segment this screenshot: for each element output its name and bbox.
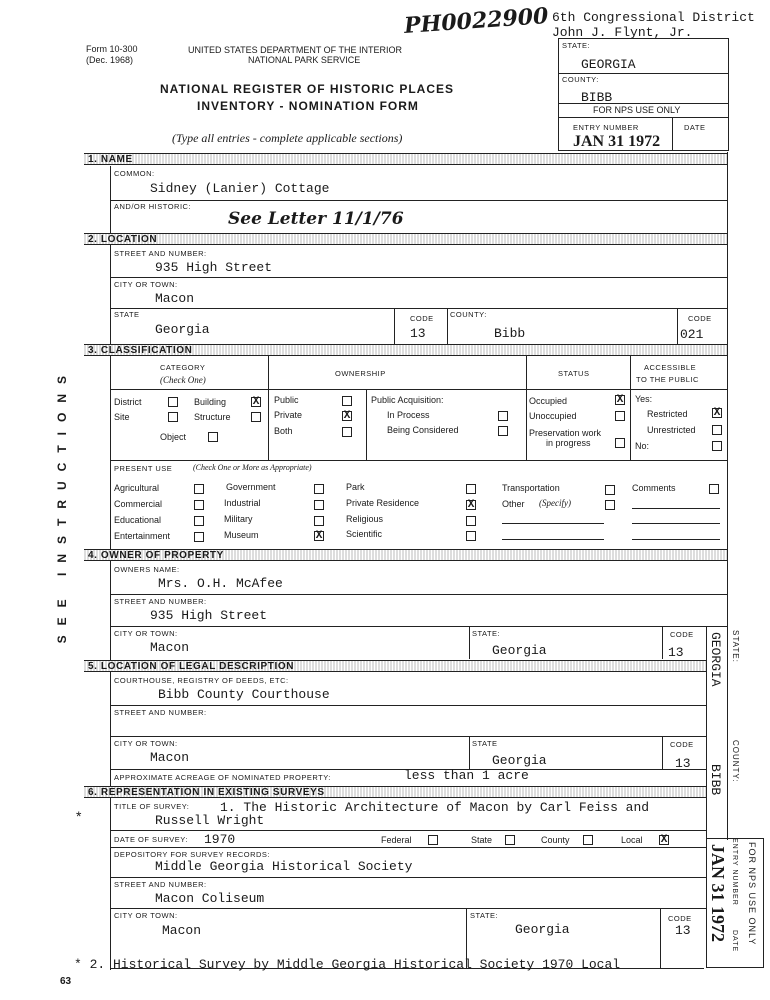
occupied-checkbox[interactable]: X: [616, 394, 624, 406]
private-residence-checkbox[interactable]: X: [467, 499, 475, 511]
strip-entry-label: ENTRY NUMBER: [731, 838, 738, 906]
educational-checkbox[interactable]: [194, 516, 204, 526]
building-checkbox[interactable]: X: [252, 396, 260, 408]
owner-city: Macon: [150, 640, 190, 655]
form-title-1: NATIONAL REGISTER OF HISTORIC PLACES: [160, 82, 455, 96]
owner-state: Georgia: [492, 643, 547, 658]
depository-street: Macon Coliseum: [155, 891, 265, 906]
own-private: Private: [274, 410, 303, 420]
access-no: No:: [635, 441, 650, 451]
to-public-header: TO THE PUBLIC: [636, 375, 699, 384]
commercial-checkbox[interactable]: [194, 500, 204, 510]
legal-code-label: CODE: [670, 740, 694, 749]
cat-building: Building: [194, 397, 227, 407]
depository-city: Macon: [162, 923, 202, 938]
access-yes: Yes:: [635, 394, 653, 404]
owner-street-label: STREET AND NUMBER:: [114, 597, 207, 606]
cat-district: District: [114, 397, 142, 407]
form-date: (Dec. 1968): [86, 55, 134, 65]
no-checkbox[interactable]: [712, 441, 722, 451]
courthouse-name: Bibb County Courthouse: [158, 687, 330, 702]
use-transportation: Transportation: [502, 483, 560, 493]
historic-handwritten-note: See Letter 11/1/76: [228, 209, 404, 229]
private-checkbox[interactable]: X: [343, 410, 351, 422]
section-name: 1. NAME: [84, 153, 727, 165]
depository-label: DEPOSITORY FOR SURVEY RECORDS:: [114, 850, 271, 859]
use-military: Military: [224, 514, 253, 524]
transportation-checkbox[interactable]: [605, 485, 615, 495]
present-use-note: (Check One or More as Appropriate): [193, 463, 312, 472]
section-location: 2. LOCATION: [84, 233, 727, 245]
location-state: Georgia: [155, 322, 210, 337]
county-survey-checkbox[interactable]: [583, 835, 593, 845]
scientific-checkbox[interactable]: [466, 531, 476, 541]
state-label-2: STATE: [114, 310, 140, 319]
use-agricultural: Agricultural: [114, 483, 160, 493]
depository-state-label: STATE:: [470, 911, 499, 920]
strip-state-label: STATE:: [731, 630, 740, 663]
industrial-checkbox[interactable]: [314, 500, 324, 510]
entertainment-checkbox[interactable]: [194, 532, 204, 542]
survey-date: 1970: [204, 832, 236, 847]
acreage-value: less than 1 acre: [404, 768, 529, 783]
district-checkbox[interactable]: [168, 397, 178, 407]
unrestricted-checkbox[interactable]: [712, 425, 722, 435]
status-header: STATUS: [558, 369, 590, 378]
museum-checkbox[interactable]: X: [315, 530, 323, 542]
access-unrestricted: Unrestricted: [647, 425, 696, 435]
acreage-label: APPROXIMATE ACREAGE OF NOMINATED PROPERTY:: [114, 773, 331, 782]
restricted-checkbox[interactable]: X: [713, 407, 721, 419]
state-survey-checkbox[interactable]: [505, 835, 515, 845]
in-process-checkbox[interactable]: [498, 411, 508, 421]
owner-code-label: CODE: [670, 630, 694, 639]
courthouse-label: COURTHOUSE, REGISTRY OF DEEDS, ETC:: [114, 676, 289, 685]
use-museum: Museum: [224, 530, 259, 540]
legal-city-label: CITY OR TOWN:: [114, 739, 178, 748]
county-label: COUNTY:: [562, 75, 599, 84]
depository-name: Middle Georgia Historical Society: [155, 859, 413, 874]
structure-checkbox[interactable]: [251, 412, 261, 422]
survey-county: County: [541, 835, 570, 845]
section-owner: 4. OWNER OF PROPERTY: [84, 549, 727, 561]
cat-structure: Structure: [194, 412, 231, 422]
survey-local: Local: [621, 835, 643, 845]
use-scientific: Scientific: [346, 529, 383, 539]
section-surveys: 6. REPRESENTATION IN EXISTING SURVEYS: [84, 786, 706, 798]
other-checkbox[interactable]: [605, 500, 615, 510]
dept-name: UNITED STATES DEPARTMENT OF THE INTERIOR: [188, 45, 403, 55]
owner-name: Mrs. O.H. McAfee: [158, 576, 283, 591]
use-educational: Educational: [114, 515, 162, 525]
legal-city: Macon: [150, 750, 190, 765]
own-both: Both: [274, 426, 293, 436]
section-classification: 3. CLASSIFICATION: [84, 344, 727, 356]
strip-state: GEORGIA: [708, 632, 723, 687]
cat-site: Site: [114, 412, 130, 422]
site-checkbox[interactable]: [168, 412, 178, 422]
category-header: CATEGORY: [160, 363, 206, 372]
agricultural-checkbox[interactable]: [194, 484, 204, 494]
historic-label: AND/OR HISTORIC:: [114, 202, 192, 211]
congress-line1: 6th Congressional District: [552, 10, 755, 25]
use-specify: (Specify): [539, 498, 571, 508]
being-considered-checkbox[interactable]: [498, 426, 508, 436]
use-comments: Comments: [632, 483, 676, 493]
owner-state-label: STATE:: [472, 629, 501, 638]
owner-label: OWNERS NAME:: [114, 565, 180, 574]
entry-label: ENTRY NUMBER: [573, 123, 639, 132]
use-commercial: Commercial: [114, 499, 163, 509]
military-checkbox[interactable]: [314, 516, 324, 526]
county-label-2: COUNTY:: [450, 310, 487, 319]
strip-county: BIBB: [708, 764, 723, 796]
code-label: CODE: [410, 314, 434, 323]
use-government: Government: [226, 482, 276, 492]
survey-state: State: [471, 835, 493, 845]
location-county: Bibb: [494, 326, 526, 341]
owner-code: 13: [668, 645, 684, 660]
form-number: Form 10-300: [86, 44, 138, 54]
legal-street-label: STREET AND NUMBER:: [114, 708, 207, 717]
check-one: (Check One): [160, 375, 206, 385]
form-title-2: INVENTORY - NOMINATION FORM: [197, 99, 419, 113]
park-checkbox[interactable]: [466, 484, 476, 494]
location-street: 935 High Street: [155, 260, 273, 275]
congress-line2: John J. Flynt, Jr.: [552, 25, 693, 40]
preservation-checkbox[interactable]: [615, 438, 625, 448]
use-private-residence: Private Residence: [346, 498, 420, 508]
county-value: BIBB: [581, 90, 613, 105]
nps-box: [558, 38, 729, 151]
street-label: STREET AND NUMBER:: [114, 249, 207, 258]
city-label: CITY OR TOWN:: [114, 280, 178, 289]
access-restricted: Restricted: [647, 409, 688, 419]
accessible-header: ACCESSIBLE: [644, 363, 697, 372]
strip-date-label: DATE: [731, 930, 738, 953]
service-name: NATIONAL PARK SERVICE: [248, 55, 361, 65]
stamp-number: PH0022900: [403, 2, 550, 40]
depository-city-label: CITY OR TOWN:: [114, 911, 178, 920]
local-checkbox[interactable]: X: [660, 834, 668, 846]
owner-city-label: CITY OR TOWN:: [114, 629, 178, 638]
survey-asterisk: *: [76, 808, 82, 824]
page-number: 63: [60, 976, 72, 987]
both-checkbox[interactable]: [342, 427, 352, 437]
state-label: STATE:: [562, 41, 591, 50]
ownership-header: OWNERSHIP: [335, 369, 386, 378]
status-in-progress: in progress: [546, 438, 591, 448]
federal-checkbox[interactable]: [428, 835, 438, 845]
own-being-considered: Being Considered: [387, 425, 459, 435]
public-checkbox[interactable]: [342, 396, 352, 406]
owner-street: 935 High Street: [150, 608, 268, 623]
survey-title-1b: Russell Wright: [155, 813, 265, 828]
survey-title-1: 1. The Historic Architecture of Macon by Carl Feiss and: [220, 800, 650, 815]
survey-date-label: DATE OF SURVEY:: [114, 835, 188, 844]
code-label-2: CODE: [688, 314, 712, 323]
depository-street-label: STREET AND NUMBER:: [114, 880, 207, 889]
use-industrial: Industrial: [224, 498, 261, 508]
see-instructions: SEE INSTRUCTIONS: [55, 366, 69, 644]
legal-state: Georgia: [492, 753, 547, 768]
nps-label: FOR NPS USE ONLY: [593, 105, 681, 115]
government-checkbox[interactable]: [314, 484, 324, 494]
state-code: 13: [410, 326, 426, 341]
county-code: 021: [680, 327, 704, 342]
section-legal-description: 5. LOCATION OF LEGAL DESCRIPTION: [84, 660, 706, 672]
object-checkbox[interactable]: [208, 432, 218, 442]
location-city: Macon: [155, 291, 195, 306]
religious-checkbox[interactable]: [466, 516, 476, 526]
legal-state-label: STATE: [472, 739, 498, 748]
use-park: Park: [346, 482, 365, 492]
state-value: GEORGIA: [581, 57, 636, 72]
strip-nps-label: FOR NPS USE ONLY: [747, 842, 757, 946]
survey-federal: Federal: [381, 835, 412, 845]
use-other: Other: [502, 499, 525, 509]
status-unoccupied: Unoccupied: [529, 411, 577, 421]
own-in-process: In Process: [387, 410, 430, 420]
comments-checkbox[interactable]: [709, 484, 719, 494]
survey-title-label: TITLE OF SURVEY:: [114, 802, 190, 811]
depository-code: 13: [675, 923, 691, 938]
legal-code: 13: [675, 756, 691, 771]
strip-date-stamp: JAN 31 1972: [708, 844, 728, 942]
use-religious: Religious: [346, 514, 384, 524]
status-occupied: Occupied: [529, 396, 568, 406]
present-use-label: PRESENT USE: [114, 464, 173, 473]
unoccupied-checkbox[interactable]: [615, 411, 625, 421]
use-entertainment: Entertainment: [114, 531, 171, 541]
depository-state: Georgia: [515, 922, 570, 937]
form-instructions: (Type all entries - complete applicable sections): [172, 131, 403, 145]
common-label: COMMON:: [114, 169, 155, 178]
own-public: Public: [274, 395, 299, 405]
cat-object: Object: [160, 432, 187, 442]
common-name: Sidney (Lanier) Cottage: [150, 181, 330, 196]
entry-date-stamp: JAN 31 1972: [573, 133, 661, 150]
own-acquisition: Public Acquisition:: [371, 395, 444, 405]
footnote: * 2. Historical Survey by Middle Georgia Historical Society 1970 Local: [74, 957, 621, 972]
status-preservation: Preservation work: [529, 428, 602, 438]
depository-code-label: CODE: [668, 914, 692, 923]
date-label: DATE: [684, 123, 706, 132]
strip-county-label: COUNTY:: [731, 740, 740, 783]
